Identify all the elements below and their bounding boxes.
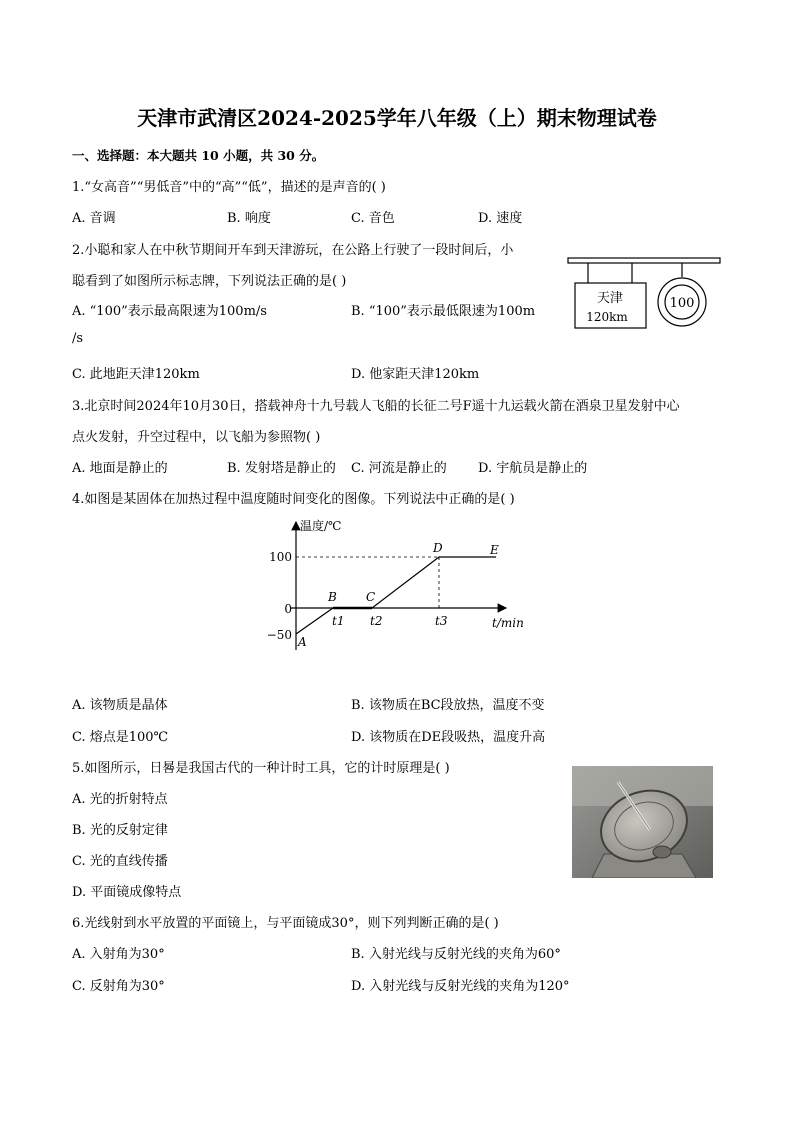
q2-option-d: D. 他家距天津120km [351,367,480,382]
question-4-stem: 4.如图是某固体在加热过程中温度随时间变化的图像。下列说法中正确的是( ) [72,492,515,507]
q4-option-a: A. 该物质是晶体 [72,698,168,713]
q6-option-b: B. 入射光线与反射光线的夹角为60° [351,947,561,962]
q6-option-d: D. 入射光线与反射光线的夹角为120° [351,979,570,994]
question-3-stem-line1: 3.北京时间2024年10月30日，搭载神舟十九号载人飞船的长征二号F遥十九运载火箭在酒泉卫星发射中心 [72,399,680,414]
point-c: C [366,590,376,604]
q3-option-c: C. 河流是静止的 [351,461,447,476]
sign-place: 天津 [596,291,624,306]
q1-option-b: B. 响度 [227,211,271,226]
q3-option-d: D. 宇航员是静止的 [478,461,588,476]
q1-option-c: C. 音色 [351,211,395,226]
q6-option-c: C. 反射角为30° [72,979,165,994]
question-1-stem: 1.“女高音”“男低音”中的“高”“低”，描述的是声音的( ) [72,180,386,195]
q2-option-b: B. “100”表示最低限速为100m [351,304,536,319]
sundial-photo [572,766,713,878]
q5-option-a: A. 光的折射特点 [72,792,168,807]
q4-option-c: C. 熔点是100℃ [72,730,169,745]
x-axis-label: t/min [492,616,524,630]
sign-distance: 120km [586,310,628,324]
y-tick-0: 0 [284,602,292,616]
point-a: A [298,635,307,649]
q1-option-a: A. 音调 [72,211,116,226]
point-d: D [433,541,443,555]
question-5-stem: 5.如图所示，日晷是我国古代的一种计时工具，它的计时原理是( ) [72,761,450,776]
question-6-stem: 6.光线射到水平放置的平面镜上，与平面镜成30°，则下列判断正确的是( ) [72,916,499,931]
point-e: E [490,543,499,557]
temperature-time-graph [256,512,546,652]
sign-speed: 100 [669,296,695,311]
road-sign-figure [566,255,726,335]
q3-option-a: A. 地面是静止的 [72,461,168,476]
q3-option-b: B. 发射塔是静止的 [227,461,336,476]
y-axis-label: 温度/℃ [300,519,342,533]
q4-option-b: B. 该物质在BC段放热，温度不变 [351,698,545,713]
q2-option-c: C. 此地距天津120km [72,367,200,382]
question-2-stem-line2: 聪看到了如图所示标志牌，下列说法正确的是( ) [72,274,347,289]
q5-option-d: D. 平面镜成像特点 [72,885,182,900]
temperature-curve [296,557,496,634]
sign-bar [568,258,720,263]
x-tick-t1: t1 [332,614,345,628]
x-tick-t3: t3 [435,614,448,628]
question-3-stem-line2: 点火发射，升空过程中，以飞船为参照物( ) [72,430,321,445]
q2-option-b-wrap: /s [72,331,84,346]
page-title: 天津市武清区2024-2025学年八年级（上）期末物理试卷 [137,106,657,130]
question-2-stem-line1: 2.小聪和家人在中秋节期间开车到天津游玩，在公路上行驶了一段时间后，小 [72,243,514,258]
q6-option-a: A. 入射角为30° [72,947,165,962]
x-tick-t2: t2 [370,614,383,628]
y-tick-neg50: −50 [266,628,292,642]
section-heading: 一、选择题：本大题共 10 小题，共 30 分。 [72,148,325,163]
q4-option-d: D. 该物质在DE段吸热，温度升高 [351,730,546,745]
q2-option-a: A. “100”表示最高限速为100m/s [72,304,267,319]
q5-option-c: C. 光的直线传播 [72,854,168,869]
y-tick-100: 100 [269,550,292,564]
q1-option-d: D. 速度 [478,211,523,226]
point-b: B [328,590,337,604]
q5-option-b: B. 光的反射定律 [72,823,168,838]
